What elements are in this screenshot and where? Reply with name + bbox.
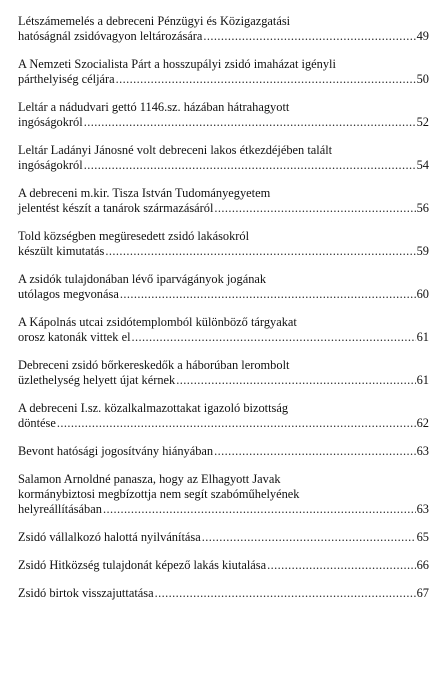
dot-leader	[202, 530, 416, 545]
toc-entry-title-line: Salamon Arnoldné panasza, hogy az Elhagyott Javak	[18, 472, 281, 486]
dot-leader	[176, 373, 415, 388]
toc-entry	[18, 272, 429, 302]
toc-page-number: 56	[416, 201, 429, 215]
dot-leader	[214, 444, 415, 459]
toc-entry	[18, 558, 429, 573]
toc-entry-title-line: jelentést készít a tanárok származásáról	[18, 201, 214, 215]
toc-entry-title-line: Zsidó birtok visszajuttatása	[18, 586, 154, 600]
toc-page-number: 50	[416, 72, 429, 86]
dot-leader	[116, 72, 416, 87]
toc-entry-title-line: párthelyiség céljára	[18, 72, 115, 86]
toc-entry	[18, 358, 429, 388]
toc-entry-title-line: Létszámemelés a debreceni Pénzügyi és Közigazgatási	[18, 14, 291, 28]
dot-leader	[120, 287, 416, 302]
toc-entry-title-line: Leltár a nádudvari gettó 1146.sz. házában hátrahagyott	[18, 100, 290, 114]
toc-page-number: 67	[416, 586, 429, 600]
toc-entry-title-line: Told községben megüresedett zsidó lakásokról	[18, 229, 250, 243]
toc-page-number: 63	[416, 502, 429, 516]
toc-entry	[18, 444, 429, 459]
toc-page-number: 54	[416, 158, 429, 172]
toc-entry-title-line: helyreállításában	[18, 502, 102, 516]
toc-entry-title-line: Leltár Ladányi Jánosné volt debreceni lakos étkezdéjében talált	[18, 143, 333, 157]
toc-entry	[18, 229, 429, 259]
toc-entry-title-line: A zsidók tulajdonában lévő iparvágányok jogának	[18, 272, 267, 286]
toc-entry	[18, 14, 429, 44]
toc-page-number: 49	[416, 29, 429, 43]
toc-entry	[18, 143, 429, 173]
toc-entry-title-line: kormánybiztosi megbízottja nem segít szabóműhelyének	[18, 487, 300, 501]
toc-entry-title-line: Zsidó Hitközség tulajdonát képező lakás kiutalása	[18, 558, 267, 572]
dot-leader	[84, 115, 416, 130]
toc-page-number: 66	[416, 558, 429, 572]
toc-page-number: 61	[416, 330, 429, 344]
toc-entry	[18, 57, 429, 87]
toc-entry-title-line: A debreceni I.sz. közalkalmazottakat igazoló bizottság	[18, 401, 289, 415]
toc-entry	[18, 586, 429, 601]
toc-entry-title-line: orosz katonák vittek el	[18, 330, 131, 344]
dot-leader	[267, 558, 416, 573]
dot-leader	[103, 502, 416, 517]
toc-entry-title-line: utólagos megvonása	[18, 287, 119, 301]
dot-leader	[132, 330, 416, 345]
toc-page-number: 60	[416, 287, 429, 301]
dot-leader	[105, 244, 415, 259]
toc-entry	[18, 401, 429, 431]
toc-entry-title-line: döntése	[18, 416, 56, 430]
toc-page-number: 59	[416, 244, 429, 258]
dot-leader	[203, 29, 415, 44]
toc-entry-title-line: A debreceni m.kir. Tisza István Tudományegyetem	[18, 186, 271, 200]
toc-page-number: 52	[416, 115, 429, 129]
toc-entry-title-line: ingóságokról	[18, 158, 83, 172]
toc-entry-title-line: készült kimutatás	[18, 244, 105, 258]
toc-entry-title-line: hatóságnál zsidóvagyon leltározására	[18, 29, 203, 43]
dot-leader	[84, 158, 416, 173]
toc-page-number: 63	[416, 444, 429, 458]
toc-page-number: 61	[416, 373, 429, 387]
toc-entry-title-line: Debreceni zsidó bőrkereskedők a háborúban lerombolt	[18, 358, 290, 372]
dot-leader	[57, 416, 416, 431]
toc-entry	[18, 472, 429, 517]
toc-entry-title-line: Bevont hatósági jogosítvány hiányában	[18, 444, 214, 458]
dot-leader	[214, 201, 415, 216]
toc-entry-title-line: üzlethelység helyett újat kérnek	[18, 373, 176, 387]
toc-entry	[18, 315, 429, 345]
toc-page-number: 65	[416, 530, 429, 544]
toc-entry-title-line: A Kápolnás utcai zsidótemplomból különböző tárgyakat	[18, 315, 297, 329]
toc-page-number: 62	[416, 416, 429, 430]
table-of-contents	[18, 14, 429, 614]
toc-entry-title-line: A Nemzeti Szocialista Párt a hosszupályi zsidó imaházat igényli	[18, 57, 336, 71]
dot-leader	[155, 586, 416, 601]
toc-entry-title-line: ingóságokról	[18, 115, 83, 129]
toc-entry	[18, 100, 429, 130]
toc-entry	[18, 186, 429, 216]
toc-entry-title-line: Zsidó vállalkozó halottá nyilvánítása	[18, 530, 201, 544]
toc-entry	[18, 530, 429, 545]
